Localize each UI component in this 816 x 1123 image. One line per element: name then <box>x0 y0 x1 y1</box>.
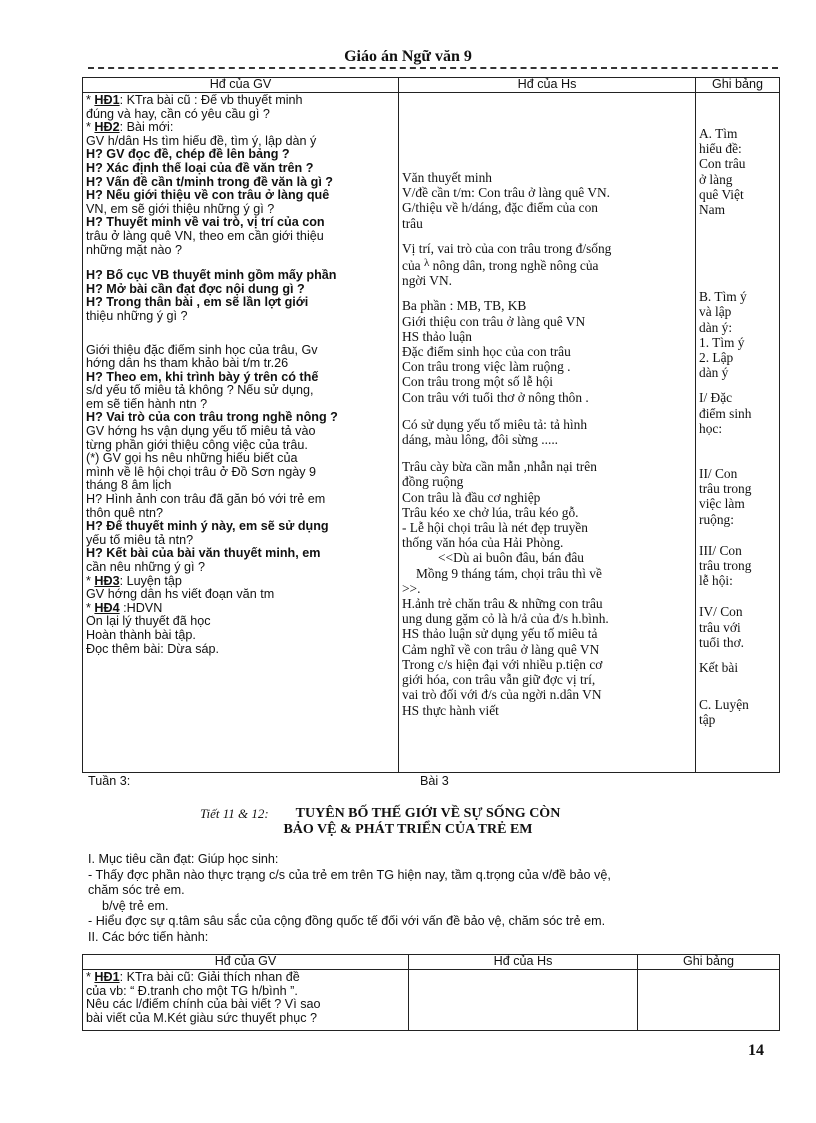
text-line: HS thực hành viết <box>402 702 499 718</box>
student-activities-cell <box>399 93 696 773</box>
text-line: thôn quê ntn? <box>86 506 164 520</box>
teacher-activities-cell <box>83 970 409 1031</box>
text-line: Nam <box>699 202 726 218</box>
text-line: ruộng: <box>699 511 734 527</box>
col-header-board: Ghi bảng <box>696 78 780 93</box>
text-line: Trâu cày bừa cần mẫn ,nhẫn nại trên <box>402 459 597 475</box>
text-fragment: :HDVN <box>119 601 163 615</box>
table-row <box>83 970 780 1031</box>
text-line: Đọc thêm bài: Dừa sáp. <box>86 642 220 656</box>
text-line: Nêu các l/điểm chính của bài viết ? Vì sao <box>86 998 321 1012</box>
text-line: mình về lễ hội chọi trâu ở Đồ Sơn ngày 9 <box>86 465 317 479</box>
text-line: Trâu kéo xe chở lúa, trâu kéo gỗ. <box>402 504 579 520</box>
text-line: Có sử dụng yếu tố miêu tả: tả hình <box>402 416 588 432</box>
text-line: đúng và hay, cần có yêu cầu gì ? <box>86 107 270 121</box>
text-line: s/d yếu tố miêu tả không ? Nếu sử dụng, <box>86 384 314 398</box>
col-header-student: Hđ của Hs <box>399 78 696 93</box>
text-line: H? Hình ảnh con trâu đã gắn bó với trẻ em <box>86 493 326 507</box>
lesson-plan-table <box>82 77 780 773</box>
text-line: hiểu đề: <box>699 141 742 157</box>
text-line: b/vệ trẻ em. <box>102 898 169 913</box>
text-line: H? GV đọc đề, chép đề lên bảng ? <box>86 148 290 162</box>
text-fragment: : KTra bài cũ : Để vb thuyết minh <box>119 94 303 107</box>
lesson-plan-table-2 <box>82 954 780 1031</box>
text-line: Ôn lại lý thuyết đã học <box>86 615 211 629</box>
text-line: yếu tố miêu tả ntn? <box>86 533 194 547</box>
text-line: Giới thiệu đặc điểm sinh học của trâu, Gv <box>86 343 318 357</box>
text-line: của vb: “ Đ.tranh cho một TG h/bình ”. <box>86 984 298 998</box>
col-header-board: Ghi bảng <box>638 955 780 970</box>
text-line: G/thiệu về h/dáng, đặc điểm của con <box>402 200 598 216</box>
text-line: điểm sinh <box>699 405 752 421</box>
text-line: * HĐ2: Bài mới: <box>86 121 174 135</box>
period-label: Tiết 11 & 12: <box>200 806 269 821</box>
text-line: vai trò đối với đ/s của ngời n.dân VN <box>402 687 602 703</box>
week-label: Tuần 3: <box>88 774 131 788</box>
text-line: tuổi thơ. <box>699 634 745 650</box>
text-line: * HĐ1: KTra bài cũ: Giải thích nhan đề <box>86 971 300 984</box>
text-line: bài viết của M.Két giàu sức thuyết phục ? <box>86 1011 318 1025</box>
text-fragment: : Luyện tập <box>119 574 182 588</box>
lesson-title-line1: TUYÊN BỐ THẾ GIỚI VỀ SỰ SỐNG CÒN <box>295 806 561 821</box>
text-line: H? Bố cục VB thuyết minh gồm mấy phần <box>86 269 337 283</box>
text-fragment: HĐ4 <box>94 601 120 615</box>
text-line <box>402 256 692 273</box>
text-line: Trong c/s hiện đại với nhiều p.tiện cơ <box>402 656 603 672</box>
col-header-student: Hđ của Hs <box>409 955 638 970</box>
text-line: H? Theo em, khi trình bày ý trên có thể <box>86 370 319 384</box>
student-activities-cell <box>409 970 638 1031</box>
objectives-section <box>88 852 778 945</box>
text-line: ung dung gặm cỏ là h/ả của đ/s h.bình. <box>402 611 609 627</box>
text-line: học: <box>699 420 723 436</box>
text-line: I/ Đặc <box>699 390 733 406</box>
text-line: Đặc điểm sinh học của con trâu <box>402 344 571 360</box>
text-line: A. Tìm <box>699 126 738 141</box>
text-line: Con trâu là đầu cơ nghiệp <box>402 489 541 505</box>
text-line: quê Việt <box>699 186 744 202</box>
text-line: tập <box>699 712 716 728</box>
text-line: Con trâu trong một số lễ hội <box>402 374 554 390</box>
text-line: H? Xác định thể loại của đề văn trên ? <box>86 161 314 175</box>
teacher-activities-cell <box>83 93 399 773</box>
text-line: Giới thiệu con trâu ở làng quê VN <box>402 313 586 329</box>
text-fragment: HĐ1 <box>94 971 120 984</box>
lesson-title-line2: BẢO VỆ & PHÁT TRIỂN CỦA TRẺ EM <box>283 822 533 837</box>
text-line: em sẽ tiến hành ntn ? <box>86 397 208 411</box>
text-line: ngời VN. <box>402 273 452 289</box>
text-line: III/ Con <box>699 542 742 558</box>
text-line: chăm sóc trẻ em. <box>88 883 185 897</box>
lesson-title <box>0 806 816 838</box>
text-line: GV hớng dẫn hs viết đoạn văn tm <box>86 588 275 602</box>
text-line: thiệu những ý gì ? <box>86 309 188 323</box>
text-line: I. Mục tiêu cần đạt: Giúp học sinh: <box>88 852 279 866</box>
text-line: trâu ở làng quê VN, theo em cần giới thiệu <box>86 229 324 243</box>
text-line: dàn ý <box>699 365 729 381</box>
lambda-symbol: λ <box>423 257 430 270</box>
text-fragment: nông dân, trong nghề nông của <box>429 258 599 274</box>
text-line: - Lễ hội chọi trâu là nét đẹp truyền <box>402 520 588 536</box>
text-line: Ba phần : MB, TB, KB <box>402 298 527 314</box>
text-line: thống văn hóa của Hải Phòng. <box>402 535 564 551</box>
text-line: H? Để thuyết minh ý này, em sẽ sử dụng <box>86 520 329 534</box>
text-line: trâu <box>402 215 423 231</box>
text-line: H? Vấn đề cần t/minh trong đề văn là gì ? <box>86 175 334 189</box>
col-header-teacher: Hđ của GV <box>83 955 409 970</box>
text-line: Hoàn thành bài tập. <box>86 628 196 642</box>
text-line: Kết bài <box>699 660 739 676</box>
text-line: H? Mở bài cần đạt đợc nội dung gì ? <box>86 282 305 296</box>
text-line: giới hóa, con trâu vẫn giữ đợc vị trí, <box>402 672 596 688</box>
text-line: những mặt nào ? <box>86 243 182 257</box>
text-line: * HĐ1: KTra bài cũ : Để vb thuyết minh <box>86 94 303 107</box>
text-line: 2. Lập <box>699 350 734 366</box>
text-line: trâu trong <box>699 558 752 574</box>
text-line: cần nêu những ý gì ? <box>86 561 206 574</box>
text-line: Con trâu <box>699 156 746 172</box>
text-line: Cảm nghĩ về con trâu ở làng quê VN <box>402 641 600 657</box>
text-line: hớng dẫn hs tham khảo bài t/m tr.26 <box>86 357 289 371</box>
text-line: dáng, màu lông, đôi sừng ..... <box>402 432 559 448</box>
text-line: II/ Con <box>699 466 738 482</box>
text-fragment: HĐ2 <box>94 121 120 135</box>
table-header-row <box>83 955 780 970</box>
text-line: việc làm <box>699 496 745 512</box>
text-line: GV hớng hs vận dụng yếu tố miêu tả vào <box>86 425 316 439</box>
text-line: IV/ Con <box>699 604 743 620</box>
text-line: H? Thuyết minh về vai trò, vị trí của con <box>86 216 325 230</box>
text-line: dàn ý: <box>699 319 733 335</box>
text-line: VN, em sẽ giới thiệu những ý gì ? <box>86 202 275 216</box>
text-line: trâu trong <box>699 481 752 497</box>
text-line: - Hiểu đợc sự q.tâm sâu sắc của cộng đồng quốc tế đối với vấn đề bảo vệ, chăm sóc trẻ em. <box>88 914 606 928</box>
text-line: từng phần giới thiệu công việc của trâu. <box>86 438 308 452</box>
text-line: lễ hội: <box>699 573 733 589</box>
table-row <box>83 93 780 773</box>
text-line: (*) GV gọi hs nêu những hiểu biết của <box>86 452 298 466</box>
text-line: * HĐ3: Luyện tập <box>86 574 182 588</box>
text-line: trâu với <box>699 619 741 635</box>
text-line: HS thảo luận sử dụng yếu tố miêu tả <box>402 626 598 642</box>
text-line: II. Các bớc tiến hành: <box>88 929 209 944</box>
text-line: HS thảo luận <box>402 328 472 344</box>
header-divider <box>88 67 778 69</box>
page-header-title: Giáo án Ngữ văn 9 <box>344 48 472 65</box>
board-notes-cell <box>696 93 780 773</box>
text-line: * HĐ4 :HDVN <box>86 601 163 615</box>
text-line: ở làng <box>699 171 733 187</box>
text-fragment: HĐ1 <box>94 94 120 107</box>
page-number: 14 <box>748 1042 764 1059</box>
table-header-row <box>83 78 780 93</box>
text-line: H.ảnh trẻ chăn trâu & những con trâu <box>402 596 603 612</box>
text-line: C. Luyện <box>699 697 749 713</box>
text-fragment: của <box>402 258 424 274</box>
text-fragment: : Bài mới: <box>119 121 174 135</box>
text-line: Mồng 9 tháng tám, chọi trâu thì về <box>416 565 602 581</box>
text-line: V/đề cần t/m: Con trâu ở làng quê VN. <box>402 185 611 201</box>
text-line: H? Trong thân bài , em sẽ lần lợt giới <box>86 296 309 310</box>
col-header-teacher: Hđ của GV <box>83 78 399 93</box>
text-line: Con trâu trong việc làm ruộng . <box>402 359 571 375</box>
text-line: - Thấy đợc phần nào thực trạng c/s của trẻ em trên TG hiện nay, tầm q.trọng của v/đề bảo vệ, <box>88 867 611 882</box>
text-line: GV h/dẫn Hs tìm hiểu đề, tìm ý, lập dàn ý <box>86 134 317 148</box>
text-line: Vị trí, vai trò của con trâu trong đ/sống <box>402 240 612 256</box>
text-fragment: : KTra bài cũ: Giải thích nhan đề <box>119 971 300 984</box>
text-line: 1. Tìm ý <box>699 334 745 350</box>
text-line: đồng ruộng <box>402 474 464 490</box>
text-fragment: HĐ3 <box>94 574 120 588</box>
text-line: và lập <box>699 304 732 320</box>
text-line: >>. <box>402 580 421 596</box>
text-line: <<Dù ai buôn đâu, bán đâu <box>438 550 585 566</box>
lesson-label: Bài 3 <box>420 774 449 788</box>
text-line: H? Vai trò của con trâu trong nghề nông ? <box>86 411 338 425</box>
text-line: Văn thuyết minh <box>402 170 493 185</box>
text-line: tháng 8 âm lịch <box>86 479 172 493</box>
text-line: H? Nếu giới thiệu về con trâu ở làng quê <box>86 189 330 203</box>
board-notes-cell <box>638 970 780 1031</box>
text-line: Con trâu với tuổi thơ ở nông thôn . <box>402 389 589 405</box>
text-line: B. Tìm ý <box>699 289 747 305</box>
text-line: H? Kết bài của bài văn thuyết minh, em <box>86 547 321 561</box>
